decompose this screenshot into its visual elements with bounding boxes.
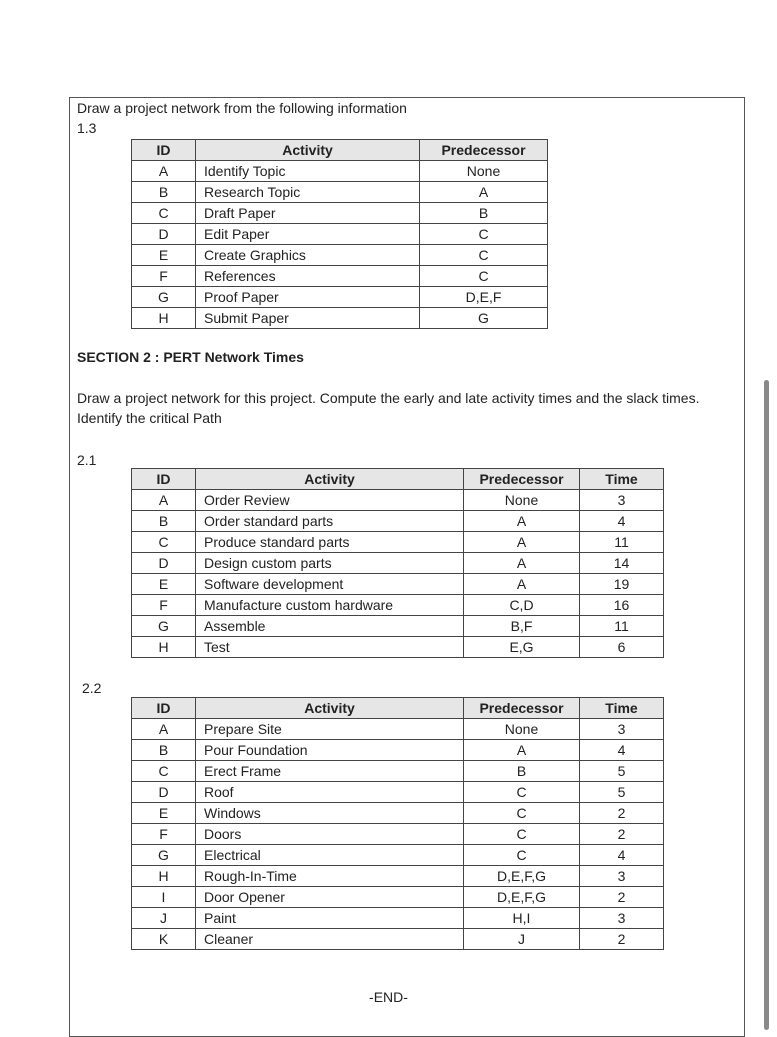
table-cell: G [132,845,196,866]
column-header: ID [132,469,196,490]
table-row [132,224,548,245]
table-cell: G [132,616,196,637]
table-cell: 2 [580,887,664,908]
table-cell: 4 [580,511,664,532]
table-cell: C [464,845,580,866]
table-cell: B [132,511,196,532]
table-cell: Produce standard parts [196,532,464,553]
table-cell: K [132,929,196,950]
table-cell: J [464,929,580,950]
table-row [132,616,664,637]
table-cell: H [132,308,196,329]
table-header-row [132,469,664,490]
end-marker: -END- [369,989,408,1005]
table-cell: C [420,245,548,266]
table-cell: Windows [196,803,464,824]
table-cell: B [132,182,196,203]
table-cell: G [420,308,548,329]
table-cell: Prepare Site [196,719,464,740]
table-cell: 2 [580,803,664,824]
table-cell: None [420,161,548,182]
table-cell: Create Graphics [196,245,420,266]
table-row [132,866,664,887]
table-row [132,553,664,574]
table-cell: 3 [580,719,664,740]
table-row [132,637,664,658]
table-row [132,908,664,929]
table-cell: 4 [580,740,664,761]
table-cell: B [420,203,548,224]
table-cell: Submit Paper [196,308,420,329]
column-header: Activity [196,140,420,161]
table-cell: E [132,803,196,824]
table-cell: Assemble [196,616,464,637]
table-cell: E [132,574,196,595]
table-cell: Design custom parts [196,553,464,574]
column-header: Activity [196,698,464,719]
table-cell: Manufacture custom hardware [196,595,464,616]
table-cell: 3 [580,908,664,929]
table-cell: F [132,266,196,287]
table-row [132,182,548,203]
table-row [132,887,664,908]
table-row [132,532,664,553]
question-2-1-label: 2.1 [77,452,97,468]
table-row [132,161,548,182]
column-header: Time [580,698,664,719]
table-cell: 16 [580,595,664,616]
table-cell: H,I [464,908,580,929]
table-cell: C [464,782,580,803]
table-cell: 2 [580,929,664,950]
column-header: ID [132,140,196,161]
table-cell: Research Topic [196,182,420,203]
table-cell: A [420,182,548,203]
table-cell: Order Review [196,490,464,511]
table-cell: J [132,908,196,929]
table-cell: Edit Paper [196,224,420,245]
table-cell: A [464,511,580,532]
table-cell: F [132,595,196,616]
column-header: ID [132,698,196,719]
table-row [132,929,664,950]
table-cell: Cleaner [196,929,464,950]
table-cell: 5 [580,782,664,803]
scrollbar[interactable] [764,380,769,1030]
section-2-instruction: Draw a project network for this project. Compute the early and late activity times and the slack times. Identify the critical Path [77,390,700,426]
table-cell: Test [196,637,464,658]
column-header: Activity [196,469,464,490]
table-row [132,511,664,532]
table-cell: C,D [464,595,580,616]
table-cell: Identify Topic [196,161,420,182]
table-cell: Doors [196,824,464,845]
table-cell: Door Opener [196,887,464,908]
table-cell: 3 [580,866,664,887]
table-cell: C [420,266,548,287]
table-row [132,287,548,308]
table-row [132,740,664,761]
table-row [132,308,548,329]
table-cell: B,F [464,616,580,637]
table-row [132,245,548,266]
table-cell: Order standard parts [196,511,464,532]
table-row [132,490,664,511]
table-row [132,595,664,616]
table-cell: D,E,F,G [464,887,580,908]
table-cell: C [464,824,580,845]
table-2-1 [131,468,664,658]
column-header: Predecessor [464,469,580,490]
table-cell: D,E,F [420,287,548,308]
table-cell: None [464,719,580,740]
table-row [132,719,664,740]
table-row [132,782,664,803]
table-cell: 3 [580,490,664,511]
table-2-2 [131,697,664,950]
table-cell: Erect Frame [196,761,464,782]
table-cell: F [132,824,196,845]
column-header: Time [580,469,664,490]
table-cell: D [132,224,196,245]
table-cell: I [132,887,196,908]
table-cell: A [464,532,580,553]
section-2-title: SECTION 2 : PERT Network Times [77,349,304,365]
table-1-3 [131,139,548,329]
table-header-row [132,698,664,719]
table-cell: 14 [580,553,664,574]
table-cell: Proof Paper [196,287,420,308]
table-row [132,266,548,287]
table-cell: D [132,553,196,574]
table-cell: A [132,719,196,740]
table-cell: 19 [580,574,664,595]
table-cell: A [464,574,580,595]
table-cell: 2 [580,824,664,845]
column-header: Predecessor [420,140,548,161]
table-cell: 6 [580,637,664,658]
column-header: Predecessor [464,698,580,719]
table-cell: A [464,553,580,574]
table-cell: B [464,761,580,782]
table-row [132,761,664,782]
table-cell: 11 [580,616,664,637]
table-cell: Software development [196,574,464,595]
table-cell: Pour Foundation [196,740,464,761]
table-row [132,845,664,866]
table-cell: A [132,490,196,511]
table-row [132,803,664,824]
table-cell: C [132,761,196,782]
table-cell: 4 [580,845,664,866]
table-cell: D [132,782,196,803]
table-cell: Rough-In-Time [196,866,464,887]
table-row [132,574,664,595]
table-cell: C [420,224,548,245]
intro-text: Draw a project network from the following information [77,100,407,116]
table-cell: 11 [580,532,664,553]
table-cell: Draft Paper [196,203,420,224]
table-cell: None [464,490,580,511]
table-cell: G [132,287,196,308]
table-cell: 5 [580,761,664,782]
question-1-3-label: 1.3 [77,120,97,136]
table-cell: H [132,637,196,658]
table-header-row [132,140,548,161]
table-cell: A [464,740,580,761]
table-row [132,824,664,845]
table-cell: Electrical [196,845,464,866]
table-cell: E [132,245,196,266]
table-cell: References [196,266,420,287]
table-cell: A [132,161,196,182]
table-cell: B [132,740,196,761]
question-2-2-label: 2.2 [82,680,102,696]
table-cell: Paint [196,908,464,929]
table-cell: H [132,866,196,887]
table-cell: C [132,203,196,224]
table-cell: C [132,532,196,553]
table-cell: Roof [196,782,464,803]
table-cell: D,E,F,G [464,866,580,887]
table-row [132,203,548,224]
table-cell: E,G [464,637,580,658]
table-cell: C [464,803,580,824]
